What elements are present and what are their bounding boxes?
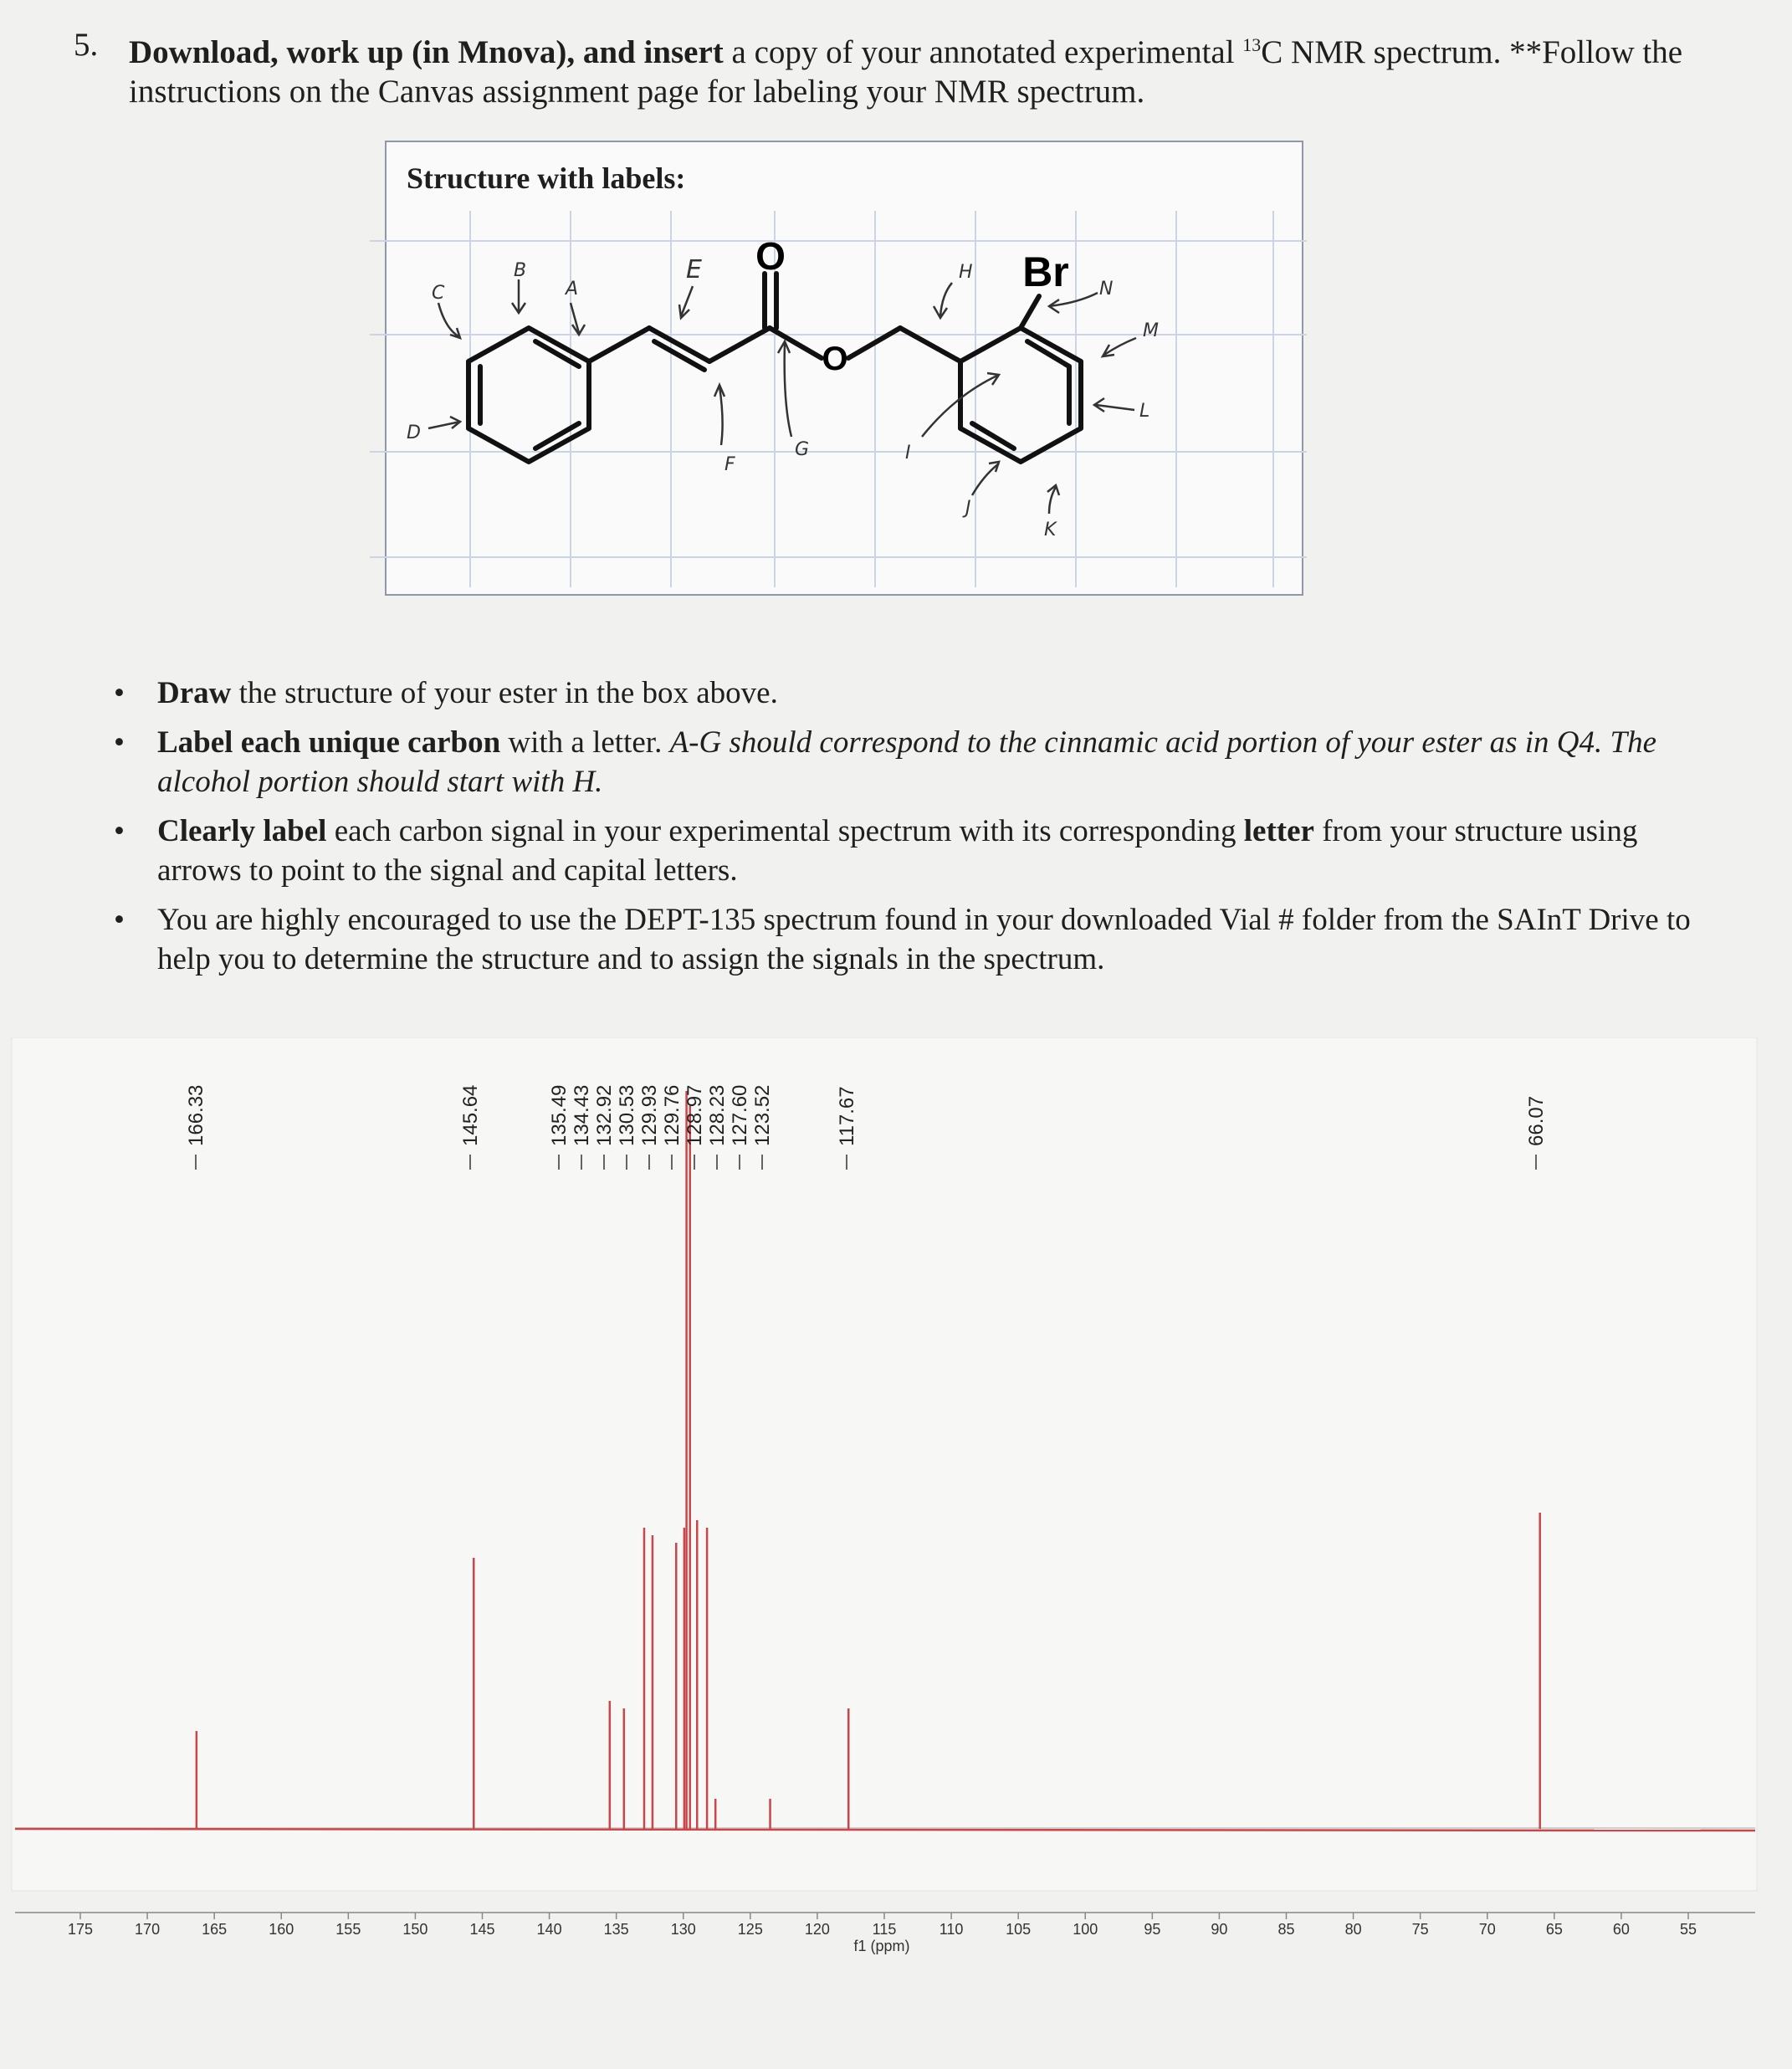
bullet-clearly-bold-letter: letter <box>1243 814 1314 848</box>
question-text-1: a copy of your annotated experimental <box>723 34 1243 70</box>
x-tick-label: 145 <box>469 1921 495 1938</box>
x-tick-label: 165 <box>202 1921 228 1938</box>
bullet-dot: • <box>114 903 125 937</box>
question-text <box>129 25 1718 111</box>
structure-drawing <box>370 202 1315 596</box>
bullet-draw <box>109 673 1723 713</box>
bullet-clearly-text: each carbon signal in your experimental spectrum with its corresponding <box>326 814 1244 848</box>
x-tick-label: 100 <box>1073 1921 1098 1938</box>
bullet-dot: • <box>114 676 125 710</box>
x-tick-label: 115 <box>872 1921 897 1938</box>
label-c: C <box>432 283 445 304</box>
bullet-dept <box>109 900 1723 979</box>
question-text-2: C NMR spectrum. **Follow the instructions on the Canvas assignment page for labeling your NMR spectrum. <box>129 34 1683 110</box>
instruction-list <box>109 673 1723 989</box>
x-tick-label: 120 <box>804 1921 830 1938</box>
x-tick-label: 170 <box>135 1921 161 1938</box>
bullet-draw-bold: Draw <box>157 676 232 710</box>
atom-o-carbonyl: O <box>755 234 786 278</box>
question-number: 5. <box>74 27 99 63</box>
question-bold-lead: Download, work up (in Mnova), and insert <box>129 34 724 70</box>
label-j: J <box>965 498 971 519</box>
isotope-superscript: 13 <box>1242 34 1262 55</box>
x-axis-label: f1 (ppm) <box>853 1938 910 1954</box>
peak-label: 166.33 <box>185 1084 207 1146</box>
x-tick-label: 105 <box>1006 1921 1032 1938</box>
peak-label: 132.92 <box>593 1084 616 1146</box>
peak-label: 127.60 <box>729 1084 751 1146</box>
atom-br: Br <box>1022 248 1069 295</box>
x-tick-label: 75 <box>1411 1921 1429 1938</box>
plot-area <box>12 1037 1757 1891</box>
label-e: E <box>686 255 702 284</box>
label-h: H <box>959 262 973 283</box>
x-tick-label: 155 <box>335 1921 361 1938</box>
bullet-label-bold: Label each unique carbon <box>157 725 501 760</box>
label-a: A <box>566 279 579 300</box>
peak-label: 145.64 <box>459 1084 482 1146</box>
label-l: L <box>1139 401 1150 422</box>
x-tick-label: 95 <box>1144 1921 1161 1938</box>
x-tick-label: 175 <box>67 1921 94 1938</box>
label-b: B <box>514 260 527 281</box>
bullet-clearly-text-2: from your structure using arrows to point to the signal and capital letters. <box>157 814 1638 888</box>
structure-box[interactable] <box>385 141 1303 596</box>
x-tick-label: 80 <box>1344 1921 1362 1938</box>
x-tick-label: 135 <box>603 1921 629 1938</box>
x-tick-label: 55 <box>1679 1921 1697 1938</box>
structure-box-title: Structure with labels: <box>407 161 686 195</box>
peak-label: 128.97 <box>684 1084 706 1146</box>
peak-label: 129.76 <box>661 1084 684 1146</box>
label-k: K <box>1044 520 1057 540</box>
bullet-clearly <box>109 812 1723 890</box>
label-i: I <box>905 443 911 463</box>
peak-label: 128.23 <box>706 1084 729 1146</box>
x-tick-label: 125 <box>737 1921 763 1938</box>
bullet-label-text: with a letter. <box>500 725 670 760</box>
peak-label: 130.53 <box>616 1084 638 1146</box>
atom-o-ester: O <box>822 341 848 377</box>
x-tick-label: 110 <box>939 1921 964 1938</box>
x-tick-label: 140 <box>536 1921 562 1938</box>
bullet-draw-text: the structure of your ester in the box above. <box>231 676 778 710</box>
label-g: G <box>795 439 810 460</box>
bullet-label-italic: A-G should correspond to the cinnamic acid portion of your ester as in Q4. The alcohol portion should start with H. <box>157 725 1657 799</box>
label-n: N <box>1099 279 1114 300</box>
x-ticks <box>15 1913 1755 1938</box>
nmr-spectrum <box>0 1037 1792 2069</box>
x-tick-label: 70 <box>1478 1921 1496 1938</box>
x-tick-label: 160 <box>269 1921 294 1938</box>
bullet-dept-text: You are highly encouraged to use the DEPT-135 spectrum found in your downloaded Vial # folder from the SAInT Drive to help you to determine the structure and to assign the signals in the spectrum. <box>157 903 1691 976</box>
x-tick-label: 150 <box>402 1921 428 1938</box>
bullet-dot: • <box>114 814 125 848</box>
peak-label: 123.52 <box>751 1084 774 1146</box>
x-tick-label: 60 <box>1612 1921 1630 1938</box>
x-tick-label: 90 <box>1211 1921 1228 1938</box>
peak-label: 66.07 <box>1525 1095 1548 1146</box>
bullet-label <box>109 723 1723 801</box>
label-m: M <box>1143 320 1159 341</box>
label-d: D <box>407 423 421 443</box>
peak-label: 134.43 <box>571 1084 593 1146</box>
grid-lines <box>370 211 1307 587</box>
bullet-clearly-bold: Clearly label <box>157 814 327 848</box>
peak-label: 117.67 <box>836 1086 858 1146</box>
x-tick-label: 130 <box>670 1921 696 1938</box>
label-f: F <box>724 454 735 475</box>
x-tick-label: 65 <box>1545 1921 1563 1938</box>
x-tick-label: 85 <box>1277 1921 1295 1938</box>
peak-label: 129.93 <box>638 1084 661 1146</box>
bullet-dot: • <box>114 725 125 760</box>
peak-label: 135.49 <box>548 1084 571 1146</box>
